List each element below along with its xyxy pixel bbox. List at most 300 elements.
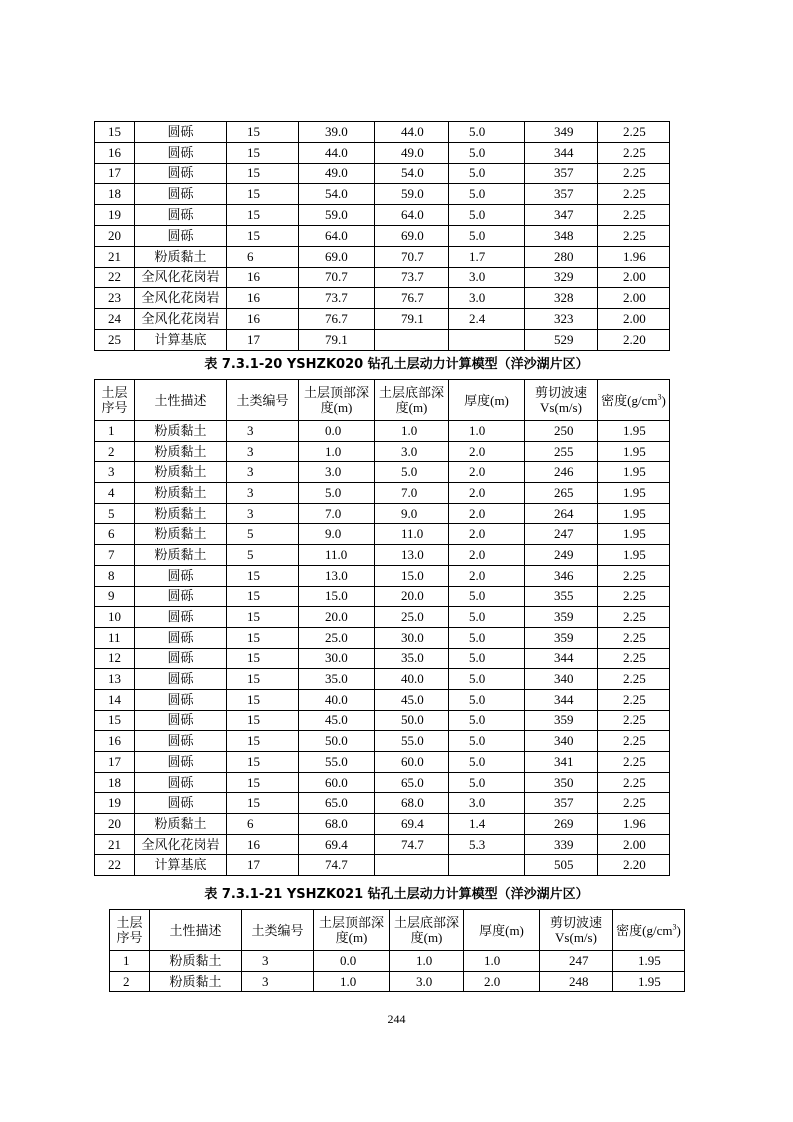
cell-bottom-depth: 68.0 <box>375 793 449 814</box>
table-row <box>95 441 670 462</box>
table-row <box>95 462 670 483</box>
cell-description: 圆砾 <box>135 752 227 773</box>
cell-shear-wave-velocity: 529 <box>525 329 598 350</box>
cell-top-depth: 54.0 <box>299 184 375 205</box>
cell-description: 粉质黏土 <box>150 951 242 972</box>
cell-density: 1.95 <box>598 524 670 545</box>
cell-top-depth: 1.0 <box>299 441 375 462</box>
cell-bottom-depth: 40.0 <box>375 669 449 690</box>
cell-layer-no: 12 <box>95 648 135 669</box>
cell-bottom-depth: 64.0 <box>375 205 449 226</box>
cell-layer-no: 3 <box>95 462 135 483</box>
cell-bottom-depth: 69.4 <box>375 814 449 835</box>
cell-density: 2.25 <box>598 184 670 205</box>
table-row <box>95 710 670 731</box>
table-row <box>95 855 670 876</box>
cell-thickness: 2.0 <box>449 483 525 504</box>
cell-density: 1.95 <box>613 951 685 972</box>
cell-shear-wave-velocity: 340 <box>525 731 598 752</box>
cell-top-depth: 69.4 <box>299 834 375 855</box>
cell-layer-no: 10 <box>95 607 135 628</box>
header-top-depth: 土层顶部深 度(m) <box>299 380 375 421</box>
table-row <box>95 793 670 814</box>
cell-type-no: 6 <box>227 814 299 835</box>
cell-shear-wave-velocity: 329 <box>525 267 598 288</box>
cell-description: 粉质黏土 <box>135 246 227 267</box>
cell-thickness: 2.0 <box>449 565 525 586</box>
cell-description: 圆砾 <box>135 184 227 205</box>
cell-description: 粉质黏土 <box>135 545 227 566</box>
table-row <box>95 329 670 350</box>
cell-bottom-depth: 76.7 <box>375 288 449 309</box>
cell-density: 1.95 <box>613 971 685 992</box>
cell-type-no: 15 <box>227 793 299 814</box>
cell-bottom-depth <box>375 855 449 876</box>
header-bottom-depth: 土层底部深 度(m) <box>375 380 449 421</box>
cell-layer-no: 19 <box>95 205 135 226</box>
cell-description: 全风化花岗岩 <box>135 288 227 309</box>
cell-thickness: 5.0 <box>449 752 525 773</box>
cell-description: 圆砾 <box>135 142 227 163</box>
cell-thickness: 1.0 <box>464 951 540 972</box>
cell-thickness: 5.0 <box>449 163 525 184</box>
cell-type-no: 3 <box>227 441 299 462</box>
cell-shear-wave-velocity: 340 <box>525 669 598 690</box>
cell-type-no: 3 <box>227 483 299 504</box>
cell-type-no: 15 <box>227 142 299 163</box>
cell-bottom-depth: 3.0 <box>390 971 464 992</box>
cell-density: 2.25 <box>598 710 670 731</box>
cell-layer-no: 19 <box>95 793 135 814</box>
cell-description: 圆砾 <box>135 607 227 628</box>
header-density: 密度$(g/cm^3)$ <box>598 380 670 421</box>
cell-description: 圆砾 <box>135 689 227 710</box>
cell-thickness: 5.0 <box>449 142 525 163</box>
cell-layer-no: 15 <box>95 122 135 143</box>
cell-description: 粉质黏土 <box>135 441 227 462</box>
cell-description: 圆砾 <box>135 669 227 690</box>
cell-top-depth: 3.0 <box>299 462 375 483</box>
cell-thickness: 2.0 <box>449 441 525 462</box>
cell-layer-no: 17 <box>95 163 135 184</box>
cell-bottom-depth: 44.0 <box>375 122 449 143</box>
cell-thickness: 5.0 <box>449 689 525 710</box>
cell-shear-wave-velocity: 248 <box>540 971 613 992</box>
cell-bottom-depth: 30.0 <box>375 627 449 648</box>
cell-thickness: 2.4 <box>449 309 525 330</box>
cell-shear-wave-velocity: 344 <box>525 689 598 710</box>
cell-density: 2.25 <box>598 752 670 773</box>
table-row <box>110 971 685 992</box>
table-row <box>95 607 670 628</box>
cell-type-no: 15 <box>227 627 299 648</box>
cell-bottom-depth <box>375 329 449 350</box>
cell-type-no: 15 <box>227 122 299 143</box>
cell-top-depth: 45.0 <box>299 710 375 731</box>
cell-layer-no: 23 <box>95 288 135 309</box>
cell-thickness: 1.0 <box>449 421 525 442</box>
cell-type-no: 3 <box>242 971 314 992</box>
cell-top-depth: 9.0 <box>299 524 375 545</box>
cell-type-no: 3 <box>227 503 299 524</box>
cell-shear-wave-velocity: 359 <box>525 710 598 731</box>
table-row <box>95 752 670 773</box>
cell-shear-wave-velocity: 344 <box>525 648 598 669</box>
table-row <box>95 184 670 205</box>
cell-layer-no: 7 <box>95 545 135 566</box>
cell-description: 粉质黏土 <box>135 814 227 835</box>
cell-bottom-depth: 50.0 <box>375 710 449 731</box>
cell-top-depth: 44.0 <box>299 142 375 163</box>
cell-layer-no: 15 <box>95 710 135 731</box>
cell-shear-wave-velocity: 347 <box>525 205 598 226</box>
cell-layer-no: 21 <box>95 246 135 267</box>
cell-description: 全风化花岗岩 <box>135 267 227 288</box>
cell-type-no: 15 <box>227 752 299 773</box>
cell-shear-wave-velocity: 247 <box>525 524 598 545</box>
cell-bottom-depth: 73.7 <box>375 267 449 288</box>
cell-bottom-depth: 74.7 <box>375 834 449 855</box>
cell-density: 2.25 <box>598 648 670 669</box>
cell-bottom-depth: 35.0 <box>375 648 449 669</box>
cell-shear-wave-velocity: 349 <box>525 122 598 143</box>
cell-type-no: 15 <box>227 648 299 669</box>
cell-layer-no: 17 <box>95 752 135 773</box>
cell-thickness: 2.0 <box>464 971 540 992</box>
table-row <box>95 483 670 504</box>
cell-description: 圆砾 <box>135 731 227 752</box>
table-row <box>95 225 670 246</box>
cell-type-no: 15 <box>227 669 299 690</box>
cell-layer-no: 22 <box>95 855 135 876</box>
cell-shear-wave-velocity: 505 <box>525 855 598 876</box>
header-layer-no: 土层 序号 <box>95 380 135 421</box>
cell-shear-wave-velocity: 250 <box>525 421 598 442</box>
cell-thickness: 2.0 <box>449 545 525 566</box>
table-row <box>95 669 670 690</box>
cell-density: 2.25 <box>598 607 670 628</box>
header-type-no: 土类编号 <box>227 380 299 421</box>
cell-top-depth: 5.0 <box>299 483 375 504</box>
cell-top-depth: 50.0 <box>299 731 375 752</box>
cell-description: 粉质黏土 <box>135 503 227 524</box>
cell-thickness: 5.0 <box>449 586 525 607</box>
header-description: 土性描述 <box>135 380 227 421</box>
cell-density: 2.25 <box>598 142 670 163</box>
cell-density: 1.96 <box>598 814 670 835</box>
cell-density: 2.25 <box>598 669 670 690</box>
cell-shear-wave-velocity: 344 <box>525 142 598 163</box>
table-row <box>95 524 670 545</box>
cell-description: 计算基底 <box>135 329 227 350</box>
cell-top-depth: 73.7 <box>299 288 375 309</box>
cell-top-depth: 25.0 <box>299 627 375 648</box>
cell-bottom-depth: 45.0 <box>375 689 449 710</box>
cell-shear-wave-velocity: 355 <box>525 586 598 607</box>
cell-description: 全风化花岗岩 <box>135 834 227 855</box>
cell-shear-wave-velocity: 247 <box>540 951 613 972</box>
cell-bottom-depth: 79.1 <box>375 309 449 330</box>
cell-top-depth: 40.0 <box>299 689 375 710</box>
cell-shear-wave-velocity: 359 <box>525 627 598 648</box>
cell-bottom-depth: 69.0 <box>375 225 449 246</box>
cell-type-no: 3 <box>227 462 299 483</box>
cell-density: 2.25 <box>598 122 670 143</box>
cell-type-no: 15 <box>227 205 299 226</box>
cell-top-depth: 15.0 <box>299 586 375 607</box>
cell-bottom-depth: 54.0 <box>375 163 449 184</box>
cell-bottom-depth: 60.0 <box>375 752 449 773</box>
table-caption-20: 表 7.3.1-20 YSHZK020 钻孔土层动力计算模型（洋沙湖片区） <box>204 357 589 372</box>
cell-type-no: 15 <box>227 772 299 793</box>
table-row <box>95 772 670 793</box>
table-row <box>95 205 670 226</box>
cell-top-depth: 68.0 <box>299 814 375 835</box>
page-number: 244 <box>387 1012 406 1026</box>
cell-bottom-depth: 1.0 <box>390 951 464 972</box>
header-type-no: 土类编号 <box>242 910 314 951</box>
cell-bottom-depth: 59.0 <box>375 184 449 205</box>
cell-description: 圆砾 <box>135 586 227 607</box>
cell-layer-no: 13 <box>95 669 135 690</box>
cell-density: 2.00 <box>598 309 670 330</box>
cell-bottom-depth: 9.0 <box>375 503 449 524</box>
cell-layer-no: 4 <box>95 483 135 504</box>
cell-type-no: 15 <box>227 607 299 628</box>
cell-density: 1.95 <box>598 545 670 566</box>
cell-density: 2.00 <box>598 288 670 309</box>
cell-layer-no: 11 <box>95 627 135 648</box>
cell-description: 圆砾 <box>135 793 227 814</box>
cell-top-depth: 65.0 <box>299 793 375 814</box>
cell-density: 1.95 <box>598 441 670 462</box>
cell-description: 圆砾 <box>135 122 227 143</box>
cell-type-no: 16 <box>227 834 299 855</box>
cell-shear-wave-velocity: 323 <box>525 309 598 330</box>
cell-type-no: 15 <box>227 565 299 586</box>
cell-density: 2.20 <box>598 329 670 350</box>
cell-type-no: 5 <box>227 524 299 545</box>
table-row <box>95 246 670 267</box>
cell-description: 圆砾 <box>135 772 227 793</box>
cell-layer-no: 18 <box>95 772 135 793</box>
cell-description: 圆砾 <box>135 163 227 184</box>
cell-thickness: 5.0 <box>449 607 525 628</box>
table-header-row <box>95 380 670 421</box>
cell-type-no: 5 <box>227 545 299 566</box>
table-row <box>95 565 670 586</box>
table-row <box>95 586 670 607</box>
table-row <box>95 122 670 143</box>
cell-density: 2.25 <box>598 586 670 607</box>
cell-density: 2.25 <box>598 772 670 793</box>
cell-thickness <box>449 329 525 350</box>
header-layer-no: 土层 序号 <box>110 910 150 951</box>
cell-density: 2.00 <box>598 267 670 288</box>
cell-thickness: 5.0 <box>449 710 525 731</box>
cell-shear-wave-velocity: 280 <box>525 246 598 267</box>
table-row <box>95 421 670 442</box>
table-row <box>95 731 670 752</box>
cell-layer-no: 22 <box>95 267 135 288</box>
cell-shear-wave-velocity: 341 <box>525 752 598 773</box>
cell-top-depth: 0.0 <box>299 421 375 442</box>
table-row <box>95 503 670 524</box>
cell-bottom-depth: 49.0 <box>375 142 449 163</box>
cell-density: 2.00 <box>598 834 670 855</box>
cell-shear-wave-velocity: 249 <box>525 545 598 566</box>
table-row <box>95 267 670 288</box>
cell-top-depth: 11.0 <box>299 545 375 566</box>
cell-density: 1.95 <box>598 421 670 442</box>
cell-shear-wave-velocity: 339 <box>525 834 598 855</box>
cell-thickness: 2.0 <box>449 524 525 545</box>
cell-description: 粉质黏土 <box>135 524 227 545</box>
cell-thickness: 3.0 <box>449 267 525 288</box>
header-description: 土性描述 <box>150 910 242 951</box>
cell-top-depth: 49.0 <box>299 163 375 184</box>
cell-type-no: 3 <box>242 951 314 972</box>
cell-top-depth: 69.0 <box>299 246 375 267</box>
cell-bottom-depth: 65.0 <box>375 772 449 793</box>
cell-density: 1.95 <box>598 503 670 524</box>
cell-thickness: 5.0 <box>449 627 525 648</box>
cell-density: 1.95 <box>598 483 670 504</box>
cell-density: 2.25 <box>598 565 670 586</box>
cell-description: 圆砾 <box>135 648 227 669</box>
cell-layer-no: 8 <box>95 565 135 586</box>
table-row <box>95 689 670 710</box>
cell-top-depth: 35.0 <box>299 669 375 690</box>
cell-shear-wave-velocity: 328 <box>525 288 598 309</box>
cell-shear-wave-velocity: 269 <box>525 814 598 835</box>
cell-density: 2.25 <box>598 793 670 814</box>
cell-layer-no: 14 <box>95 689 135 710</box>
cell-top-depth: 70.7 <box>299 267 375 288</box>
cell-shear-wave-velocity: 265 <box>525 483 598 504</box>
header-shear-wave-velocity: 剪切波速 Vs(m/s) <box>540 910 613 951</box>
cell-layer-no: 16 <box>95 142 135 163</box>
header-top-depth: 土层顶部深 度(m) <box>314 910 390 951</box>
table-row <box>95 834 670 855</box>
soil-layer-table-continued <box>94 121 670 351</box>
cell-type-no: 3 <box>227 421 299 442</box>
table-row <box>95 627 670 648</box>
cell-shear-wave-velocity: 346 <box>525 565 598 586</box>
cell-density: 1.96 <box>598 246 670 267</box>
cell-type-no: 15 <box>227 731 299 752</box>
cell-top-depth: 60.0 <box>299 772 375 793</box>
cell-thickness: 1.4 <box>449 814 525 835</box>
cell-density: 2.25 <box>598 225 670 246</box>
cell-layer-no: 2 <box>95 441 135 462</box>
cell-description: 圆砾 <box>135 225 227 246</box>
cell-type-no: 16 <box>227 309 299 330</box>
cell-top-depth: 55.0 <box>299 752 375 773</box>
cell-layer-no: 9 <box>95 586 135 607</box>
cell-density: 2.25 <box>598 731 670 752</box>
cell-thickness: 3.0 <box>449 288 525 309</box>
cell-bottom-depth: 11.0 <box>375 524 449 545</box>
cell-bottom-depth: 25.0 <box>375 607 449 628</box>
cell-top-depth: 13.0 <box>299 565 375 586</box>
cell-bottom-depth: 13.0 <box>375 545 449 566</box>
cell-density: 2.25 <box>598 627 670 648</box>
cell-top-depth: 79.1 <box>299 329 375 350</box>
cell-layer-no: 24 <box>95 309 135 330</box>
table-caption-21: 表 7.3.1-21 YSHZK021 钻孔土层动力计算模型（洋沙湖片区） <box>204 887 589 902</box>
cell-top-depth: 1.0 <box>314 971 390 992</box>
cell-description: 圆砾 <box>135 710 227 731</box>
cell-layer-no: 1 <box>95 421 135 442</box>
cell-description: 圆砾 <box>135 627 227 648</box>
cell-shear-wave-velocity: 359 <box>525 607 598 628</box>
cell-thickness: 5.0 <box>449 205 525 226</box>
header-shear-wave-velocity: 剪切波速 Vs(m/s) <box>525 380 598 421</box>
cell-density: 2.25 <box>598 163 670 184</box>
cell-thickness <box>449 855 525 876</box>
table-row <box>95 142 670 163</box>
cell-bottom-depth: 5.0 <box>375 462 449 483</box>
cell-bottom-depth: 7.0 <box>375 483 449 504</box>
cell-top-depth: 64.0 <box>299 225 375 246</box>
cell-thickness: 5.0 <box>449 772 525 793</box>
cell-shear-wave-velocity: 357 <box>525 163 598 184</box>
cell-shear-wave-velocity: 357 <box>525 184 598 205</box>
cell-description: 圆砾 <box>135 205 227 226</box>
cell-description: 粉质黏土 <box>135 483 227 504</box>
cell-description: 圆砾 <box>135 565 227 586</box>
header-thickness: 厚度(m) <box>464 910 540 951</box>
soil-layer-table-20 <box>94 379 670 876</box>
cell-description: 计算基底 <box>135 855 227 876</box>
cell-top-depth: 76.7 <box>299 309 375 330</box>
cell-density: 2.25 <box>598 205 670 226</box>
cell-shear-wave-velocity: 264 <box>525 503 598 524</box>
cell-layer-no: 20 <box>95 814 135 835</box>
table-row <box>110 951 685 972</box>
cell-layer-no: 16 <box>95 731 135 752</box>
cell-type-no: 17 <box>227 329 299 350</box>
cell-layer-no: 18 <box>95 184 135 205</box>
table-row <box>95 163 670 184</box>
cell-type-no: 17 <box>227 855 299 876</box>
table-row <box>95 309 670 330</box>
header-bottom-depth: 土层底部深 度(m) <box>390 910 464 951</box>
cell-description: 全风化花岗岩 <box>135 309 227 330</box>
table-row <box>95 545 670 566</box>
cell-thickness: 1.7 <box>449 246 525 267</box>
cell-type-no: 15 <box>227 710 299 731</box>
cell-thickness: 5.0 <box>449 669 525 690</box>
cell-top-depth: 20.0 <box>299 607 375 628</box>
cell-thickness: 3.0 <box>449 793 525 814</box>
cell-type-no: 16 <box>227 267 299 288</box>
cell-shear-wave-velocity: 348 <box>525 225 598 246</box>
cell-shear-wave-velocity: 350 <box>525 772 598 793</box>
cell-thickness: 5.3 <box>449 834 525 855</box>
cell-layer-no: 6 <box>95 524 135 545</box>
cell-bottom-depth: 15.0 <box>375 565 449 586</box>
soil-layer-table-21 <box>109 909 685 992</box>
cell-top-depth: 39.0 <box>299 122 375 143</box>
cell-shear-wave-velocity: 357 <box>525 793 598 814</box>
cell-type-no: 6 <box>227 246 299 267</box>
cell-type-no: 16 <box>227 288 299 309</box>
cell-type-no: 15 <box>227 689 299 710</box>
cell-bottom-depth: 1.0 <box>375 421 449 442</box>
cell-thickness: 5.0 <box>449 648 525 669</box>
